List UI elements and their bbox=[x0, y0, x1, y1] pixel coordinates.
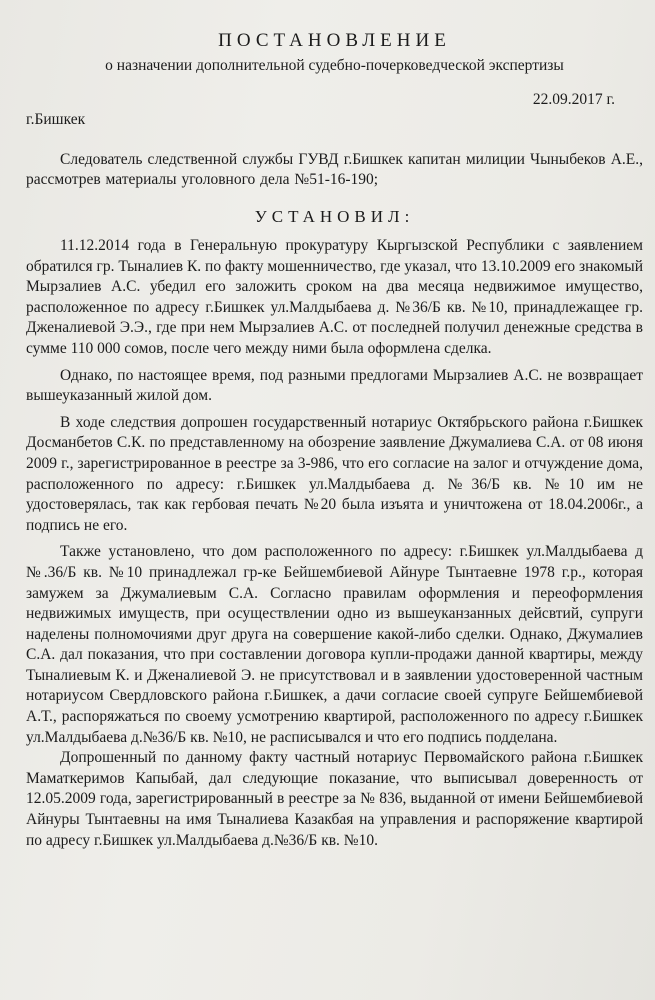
document-subtitle: о назначении дополнительной судебно-почерковедческой экспертизы bbox=[105, 57, 564, 74]
body-paragraph-3: В ходе следствия допрошен государственный нотариус Октябрьского района г.Бишкек Досманбетов С.К. по представленному на обозрение заявление Джумалиева С.А. от 08 июня 2009 г., зарегистрированное в реестре за 3-986, что его согласие на залог и отчуждение дома, расположенного по адресу: г.Бишкек ул.Малдыбаева д. №36/Б кв. №10 им не удостоверялась, так как гербовая печать №20 была изъята и уничтожена от 18.04.2006г., а подпись не его. bbox=[26, 413, 643, 534]
body-paragraph-4: Также установлено, что дом расположенного по адресу: г.Бишкек ул.Малдыбаева д №.36/Б кв. №10 принадлежал гр-ке Бейшембиевой Айнуре Тынтаевне 1978 г.р., которая замужем за Джумалиевым С.А. Согласно правилам оформления и переоформления недвижимых имуществ, при осуществлении одно из вышеуканзанных дейсвтий, супруги наделены полномочиями друг друга на совершение какой-либо сделки. Однако, Джумалиев С.А. дал показания, что при составлении договора купли-продажи данной квартиры, между Тыналиевым К. и Дженалиевой Э. не присутствовал и в заявлении удостоверенной частным нотариусом Свердловского района г.Бишкек, а дачи согласие своей супруге Бейшембиевой А.Т., распоряжаться по своему усмотрению квартирой, расположенного по адресу г.Бишкек ул.Малдыбаева д.№36/Б кв. №10, не расписывался и что его подпись подделана. bbox=[26, 543, 643, 746]
document-title: ПОСТАНОВЛЕНИЕ bbox=[218, 30, 451, 51]
document-city: г.Бишкек bbox=[26, 111, 86, 128]
body-paragraph-2: Однако, по настоящее время, под разными предлогами Мырзалиев А.С. не возвращает вышеуказанный жилой дом. bbox=[26, 366, 643, 405]
body-paragraph-5: Допрошенный по данному факту частный нотариус Первомайского района г.Бишкек Маматкеримов Капыбай, дал следующие показание, что выписывал доверенность от 12.05.2009 года, зарегистрированный в реестре за № 836, выданной от имени Бейшембиевой Айнуры Тынтаевны на имя Тыналиева Казакбая на управления и распоряжение квартирой по адресу г.Бишкек ул.Малдыбаева д.№36/Б кв. №10. bbox=[26, 749, 643, 849]
intro-paragraph: Следователь следственной службы ГУВД г.Бишкек капитан милиции Чыныбеков А.Е., рассмотрев материалы уголовного дела №51-16-190; bbox=[26, 151, 643, 188]
document-date: 22.09.2017 г. bbox=[532, 91, 615, 108]
section-heading: УСТАНОВИЛ: bbox=[254, 207, 415, 226]
body-paragraph-1: 11.12.2014 года в Генеральную прокуратуру Кыргызской Республики с заявлением обратился гр. Тыналиев К. по факту мошенничество, где указал, что 13.10.2009 его знакомый Мырзалиев А.С. убедил его заложить сроком на два месяца недвижимое имущество, расположенное по адресу г.Бишкек ул.Малдыбаева д. №36/Б кв. №10, принадлежащее гр. Дженалиевой Э.Э., где при нем Мырзалиев А.С. от последней получил денежные средства в сумме 110 000 сомов, после чего между ними была оформлена сделка. bbox=[26, 237, 643, 357]
